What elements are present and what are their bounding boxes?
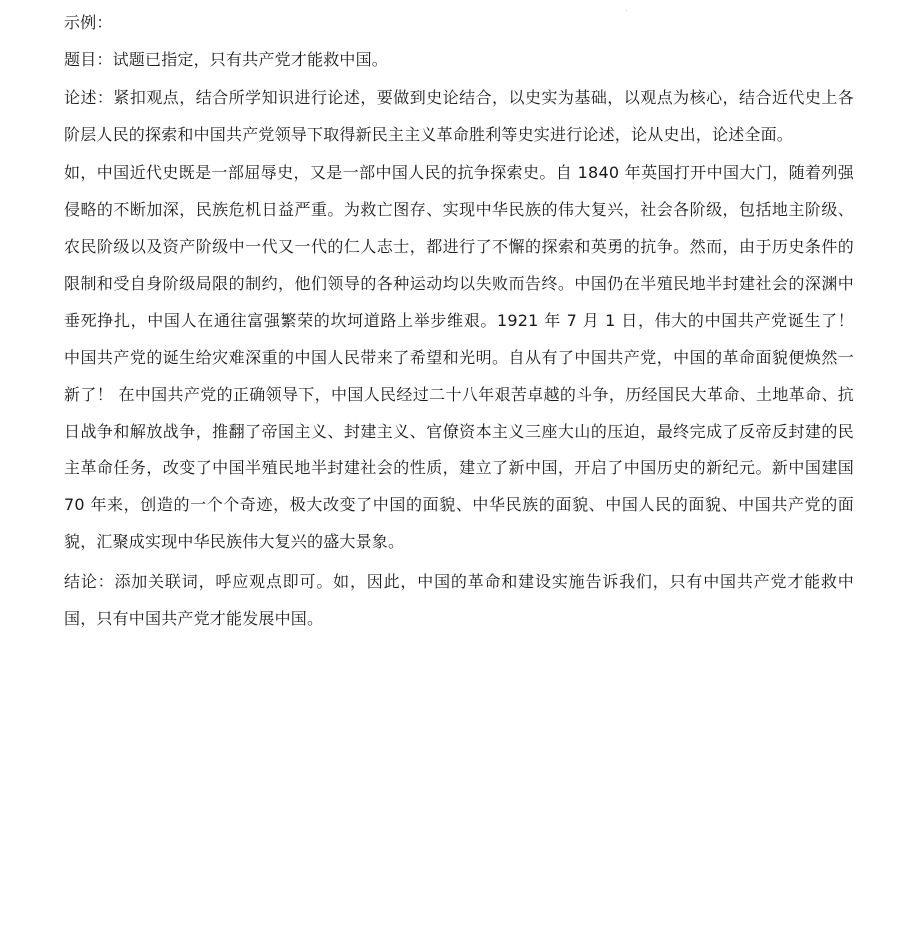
example-label: 示例： <box>64 13 113 32</box>
argument-body-paragraph: 如，中国近代史既是一部屈辱史，又是一部中国人民的抗争探索史。自 1840 年英国打开中国大门，随着列强侵略的不断加深，民族危机日益严重。为救亡图存、实现中华民族的伟大复兴，社会各阶级，包括地主阶级、农民阶级以及资产阶级中一代又一代的仁人志士，都进行了不懈的探索和英勇的抗争。然而，由于历史条件的限制和受自身阶级局限的制约，他们领导的各种运动均以失败而告终。中国仍在半殖民地半封建社会的深渊中垂死挣扎，中国人在通往富强繁荣的坎坷道路上举步维艰。1921 年 7 月 1 日，伟大的中国共产党诞生了！ 中国共产党的诞生给灾难深重的中国人民带来了希望和光明。自从有了中国共产党，中国的革命面貌便焕然一新了！ 在中国共产党的正确领导下，中国人民经过二十八年艰苦卓越的斗争，历经国民大革命、土地革命、抗日战争和解放战争，推翻了帝国主义、封建主义、官僚资本主义三座大山的压迫，最终完成了反帝反封建的民主革命任务，改变了中国半殖民地半封建社会的性质，建立了新中国，开启了中国历史的新纪元。新中国建国 70 年来，创造的一个个奇迹，极大改变了中国的面貌、中华民族的面貌、中国人民的面貌、中国共产党的面貌，汇聚成实现中华民族伟大复兴的盛大景象。 <box>64 163 854 552</box>
topic-paragraph: 题目：试题已指定，只有共产党才能救中国。 <box>64 50 389 70</box>
conclusion-paragraph: 结论：添加关联词，呼应观点即可。如，因此，中国的革命和建设实施告诉我们，只有中国共产党才能救中国，只有中国共产党才能发展中国。 <box>64 572 854 629</box>
document-body <box>64 4 854 638</box>
argument-intro-paragraph: 论述：紧扣观点，结合所学知识进行论述，要做到史论结合，以史实为基础，以观点为核心，结合近代史上各阶层人民的探索和中国共产党领导下取得新民主主义革命胜利等史实进行论述，论从史出，论述全面。 <box>64 87 854 144</box>
